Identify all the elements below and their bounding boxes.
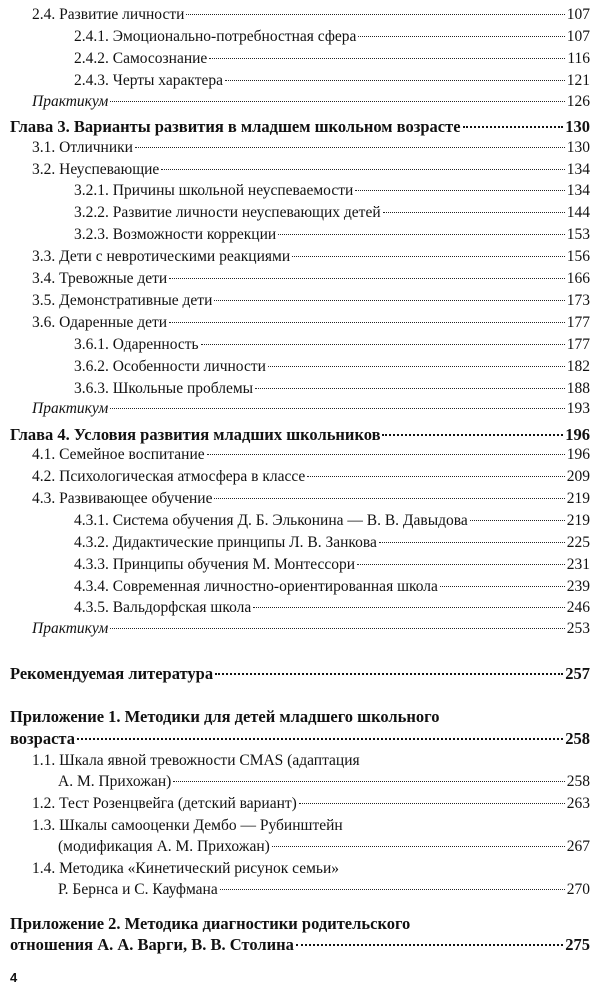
toc-entry-title: 3.2.2. Развитие личности неуспевающих детей (74, 204, 381, 221)
dot-leader (299, 803, 565, 804)
toc-entry-page: 156 (566, 248, 590, 265)
dot-leader (296, 944, 563, 946)
toc-entry-title: Практикум (32, 400, 109, 417)
toc-entry-page: 153 (566, 226, 590, 243)
toc-appendix-title-line2: отношения А. А. Варги, В. В. Столина (10, 935, 294, 954)
toc-entry-page: 121 (566, 72, 590, 89)
toc-entry (32, 6, 590, 24)
toc-entry (74, 182, 590, 200)
toc-entry-page: 134 (566, 182, 590, 199)
dot-leader (357, 564, 565, 565)
toc-entry-page: 263 (566, 795, 590, 812)
dot-leader (214, 498, 564, 499)
dot-leader (307, 476, 564, 477)
toc-appendix (10, 729, 590, 749)
toc-entry-page: 107 (566, 28, 590, 45)
toc-entry-practicum (32, 620, 590, 638)
toc-entry-title: 3.3. Дети с невротическими реакциями (32, 248, 291, 265)
page-number: 4 (10, 970, 18, 985)
toc-entry-page: 182 (566, 358, 590, 375)
toc-entry-title: 3.6.2. Особенности личности (74, 358, 266, 375)
toc-entry-title: 4.2. Психологическая атмосфера в классе (32, 468, 306, 485)
toc-entry (74, 28, 590, 46)
dot-leader (358, 36, 564, 37)
toc-entry (32, 139, 590, 157)
toc-appendix-title-line1: Приложение 2. Методика диагностики родительского (10, 914, 411, 933)
toc-entry (74, 534, 590, 552)
toc-entry-practicum (32, 400, 590, 418)
toc-entry (74, 358, 590, 376)
dot-leader (220, 889, 565, 890)
toc-entry (74, 380, 590, 398)
toc-chapter (10, 664, 590, 684)
toc-entry (32, 248, 590, 266)
dot-leader (169, 278, 565, 279)
toc-entry (32, 314, 590, 332)
dot-leader (379, 542, 565, 543)
toc-entry-page: 219 (566, 490, 590, 507)
dot-leader (355, 190, 564, 191)
toc-entry-title-line1: 1.1. Шкала явной тревожности CMAS (адаптация (32, 752, 360, 769)
toc-appendix-page: 258 (565, 729, 590, 748)
toc-entry-page: 173 (566, 292, 590, 309)
toc-entry (32, 446, 590, 464)
toc-entry (32, 292, 590, 310)
toc-entry (74, 72, 590, 90)
dot-leader (169, 322, 565, 323)
toc-entry-title: 4.3.5. Вальдорфская школа (74, 599, 252, 616)
toc-entry (58, 773, 590, 791)
toc-entry-page: 267 (566, 838, 590, 855)
dot-leader (186, 14, 564, 15)
dot-leader (255, 388, 565, 389)
toc-entry-page: 107 (566, 6, 590, 23)
dot-leader (173, 781, 564, 782)
dot-leader (77, 738, 563, 740)
toc-entry (74, 556, 590, 574)
toc-entry-title-line1: 1.4. Методика «Кинетический рисунок семьи» (32, 860, 340, 877)
toc-entry-page: 193 (566, 400, 590, 417)
toc-entry-title-line2: Р. Бернса и С. Кауфмана (58, 881, 218, 898)
toc-entry-page: 177 (566, 336, 590, 353)
toc-entry-page: 116 (567, 50, 590, 67)
toc-entry-title: 4.1. Семейное воспитание (32, 446, 205, 463)
toc-entry-title: 3.4. Тревожные дети (32, 270, 168, 287)
toc-appendix-title-line2: возраста (10, 729, 75, 748)
dot-leader (268, 366, 565, 367)
toc-entry (74, 50, 590, 68)
toc-entry-page: 144 (566, 204, 590, 221)
toc-entry (32, 468, 590, 486)
toc-entry-title: Практикум (32, 93, 109, 110)
toc-entry-title: 4.3.1. Система обучения Д. Б. Эльконина — В. В. Давыдова (74, 512, 468, 529)
toc-entry-title: 3.1. Отличники (32, 139, 133, 156)
toc-entry (58, 838, 590, 856)
toc-entry (74, 599, 590, 617)
toc-entry (74, 226, 590, 244)
toc-entry-title-line2: (модификация А. М. Прихожан) (58, 838, 270, 855)
dot-leader (110, 408, 564, 409)
dot-leader (201, 344, 565, 345)
toc-chapter-title: Глава 4. Условия развития младших школьников (10, 425, 381, 444)
toc-chapter (10, 425, 590, 445)
toc-entry-title: 1.2. Тест Розенцвейга (детский вариант) (32, 795, 297, 812)
toc-entry-page: 239 (566, 578, 590, 595)
toc-entry-page: 270 (566, 881, 590, 898)
toc-entry-title: 3.2.1. Причины школьной неуспеваемости (74, 182, 354, 199)
toc-entry-page: 225 (566, 534, 590, 551)
toc-entry-title-line1: 1.3. Шкалы самооценки Дембо — Рубинштейн (32, 817, 343, 834)
dot-leader (440, 586, 565, 587)
toc-chapter-title: Глава 3. Варианты развития в младшем школьном возрасте (10, 117, 461, 136)
dot-leader (463, 126, 564, 128)
dot-leader (383, 212, 565, 213)
toc-entry (32, 270, 590, 288)
dot-leader (253, 607, 565, 608)
toc-entry-page: 246 (566, 599, 590, 616)
toc-entry-title: 3.2.3. Возможности коррекции (74, 226, 277, 243)
toc-entry-page: 209 (566, 468, 590, 485)
toc-entry-title: 2.4. Развитие личности (32, 6, 185, 23)
dot-leader (225, 80, 565, 81)
toc-entry-page: 126 (566, 93, 590, 110)
toc-entry-practicum (32, 93, 590, 111)
toc-entry (74, 578, 590, 596)
toc-entry-title: 3.6.1. Одаренность (74, 336, 199, 353)
toc-entry-page: 196 (566, 446, 590, 463)
toc-entry-title: 2.4.1. Эмоционально-потребностная сфера (74, 28, 357, 45)
toc-entry-title: 3.6.3. Школьные проблемы (74, 380, 254, 397)
toc-chapter-page: 196 (565, 425, 590, 444)
toc-entry-title: 4.3.4. Современная личностно-ориентированная школа (74, 578, 438, 595)
toc-appendix-title-line1: Приложение 1. Методики для детей младшего школьного (10, 707, 440, 726)
toc-chapter-page: 257 (565, 664, 590, 683)
toc-entry-page: 130 (566, 139, 590, 156)
dot-leader (272, 846, 565, 847)
toc-entry-page: 134 (566, 161, 590, 178)
toc-entry-title: 3.2. Неуспевающие (32, 161, 160, 178)
toc-entry (32, 490, 590, 508)
toc-entry-page: 258 (566, 773, 590, 790)
toc-entry-page: 253 (566, 620, 590, 637)
dot-leader (110, 628, 564, 629)
toc-entry-title: 3.6. Одаренные дети (32, 314, 168, 331)
toc-entry-title: 4.3. Развивающее обучение (32, 490, 213, 507)
dot-leader (382, 434, 563, 436)
toc-entry (74, 512, 590, 530)
toc-entry-page: 188 (566, 380, 590, 397)
toc-entry-title: 4.3.2. Дидактические принципы Л. В. Занкова (74, 534, 377, 551)
dot-leader (135, 147, 565, 148)
dot-leader (470, 520, 565, 521)
dot-leader (209, 58, 565, 59)
toc-chapter-title: Рекомендуемая литература (10, 664, 214, 683)
dot-leader (278, 234, 565, 235)
dot-leader (110, 101, 564, 102)
toc-entry-page: 177 (566, 314, 590, 331)
dot-leader (214, 300, 564, 301)
toc-entry-page: 219 (566, 512, 590, 529)
toc-entry-title: 2.4.3. Черты характера (74, 72, 223, 89)
toc-entry (74, 336, 590, 354)
toc-entry-title: Практикум (32, 620, 109, 637)
toc-entry-page: 166 (566, 270, 590, 287)
dot-leader (161, 169, 564, 170)
toc-entry-title: 3.5. Демонстративные дети (32, 292, 213, 309)
toc-entry (32, 161, 590, 179)
toc-appendix (10, 935, 590, 955)
dot-leader (292, 256, 565, 257)
toc-appendix-page: 275 (565, 935, 590, 954)
toc-entry-title: 2.4.2. Самосознание (74, 50, 208, 67)
toc-entry-title-line2: А. М. Прихожан) (58, 773, 172, 790)
dot-leader (207, 454, 565, 455)
toc-entry-title: 4.3.3. Принципы обучения М. Монтессори (74, 556, 356, 573)
dot-leader (215, 673, 563, 675)
toc-entry (32, 795, 590, 813)
toc-entry (58, 881, 590, 899)
toc-entry (74, 204, 590, 222)
toc-chapter (10, 117, 590, 137)
toc-entry-page: 231 (566, 556, 590, 573)
toc-chapter-page: 130 (565, 117, 590, 136)
